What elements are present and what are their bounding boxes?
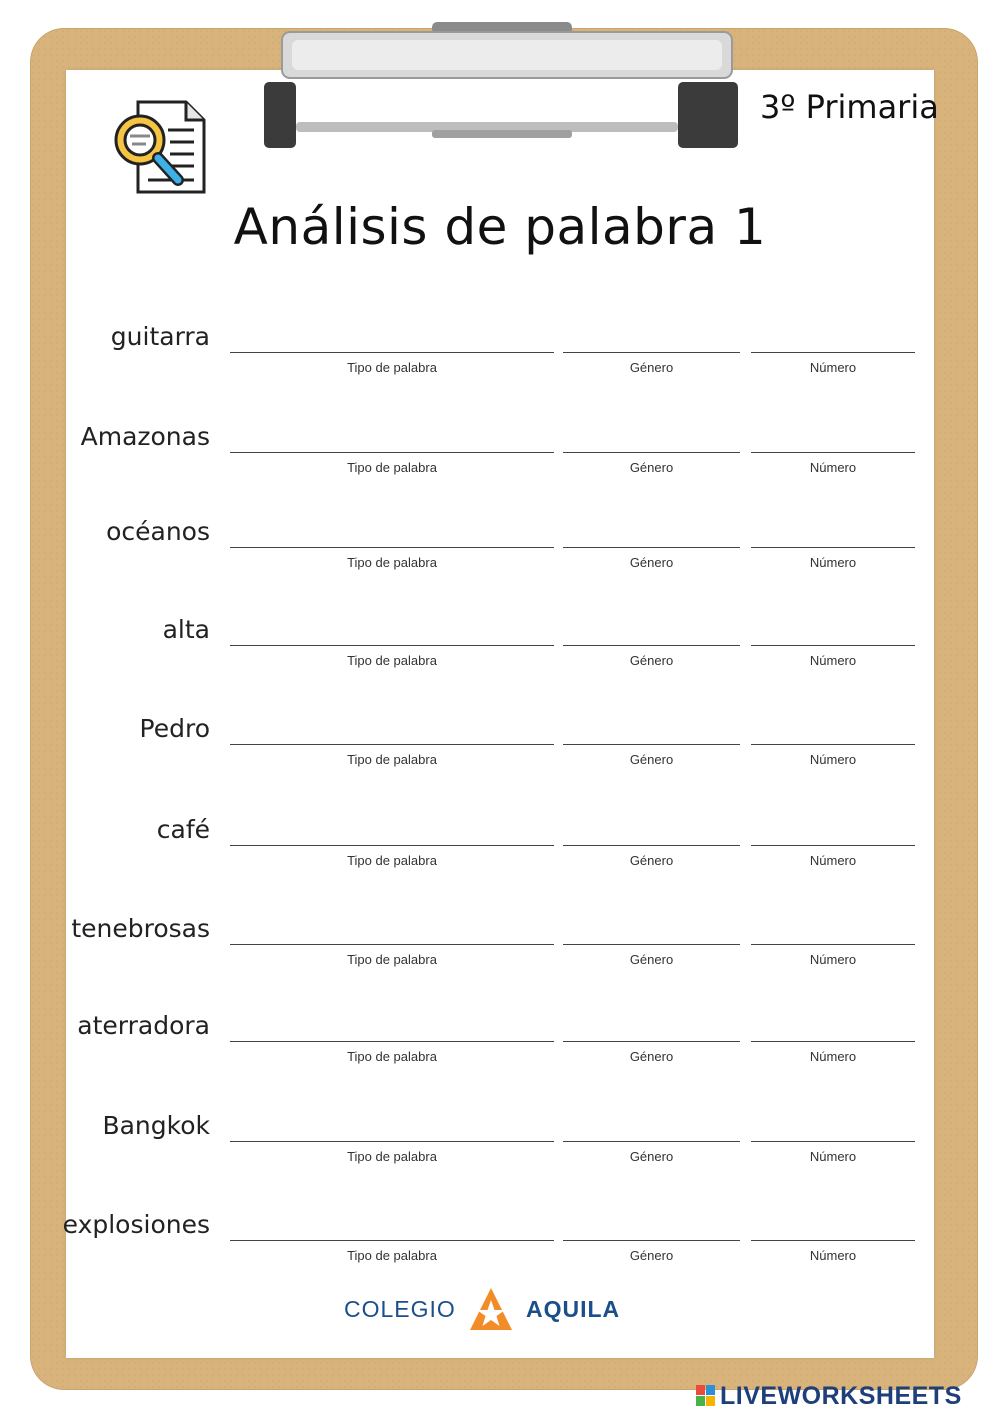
number-label: Número xyxy=(809,360,857,375)
word-row xyxy=(0,815,1000,875)
word-label: tenebrosas xyxy=(71,914,210,943)
type-label: Tipo de palabra xyxy=(347,952,437,967)
type-label: Tipo de palabra xyxy=(347,555,437,570)
type-answer-line[interactable] xyxy=(230,1240,554,1241)
word-label: alta xyxy=(162,615,210,644)
type-answer-line[interactable] xyxy=(230,744,554,745)
type-answer-line[interactable] xyxy=(230,452,554,453)
number-answer-line[interactable] xyxy=(751,1240,915,1241)
number-label: Número xyxy=(809,653,857,668)
type-label: Tipo de palabra xyxy=(347,1049,437,1064)
type-answer-line[interactable] xyxy=(230,1041,554,1042)
type-answer-line[interactable] xyxy=(230,645,554,646)
word-row xyxy=(0,1111,1000,1171)
type-label: Tipo de palabra xyxy=(347,653,437,668)
number-label: Número xyxy=(809,460,857,475)
type-label: Tipo de palabra xyxy=(347,360,437,375)
grade-label: 3º Primaria xyxy=(760,88,939,126)
number-label: Número xyxy=(809,555,857,570)
gender-answer-line[interactable] xyxy=(563,1041,740,1042)
number-answer-line[interactable] xyxy=(751,547,915,548)
number-label: Número xyxy=(809,1049,857,1064)
number-answer-line[interactable] xyxy=(751,744,915,745)
word-label: Pedro xyxy=(139,714,210,743)
number-label: Número xyxy=(809,1248,857,1263)
gender-answer-line[interactable] xyxy=(563,1240,740,1241)
school-logo xyxy=(344,1286,644,1334)
type-label: Tipo de palabra xyxy=(347,853,437,868)
type-answer-line[interactable] xyxy=(230,845,554,846)
liveworksheets-badge-icon xyxy=(696,1385,716,1407)
word-row xyxy=(0,1011,1000,1071)
type-answer-line[interactable] xyxy=(230,352,554,353)
number-answer-line[interactable] xyxy=(751,645,915,646)
gender-answer-line[interactable] xyxy=(563,547,740,548)
gender-answer-line[interactable] xyxy=(563,744,740,745)
type-answer-line[interactable] xyxy=(230,1141,554,1142)
number-label: Número xyxy=(809,952,857,967)
gender-answer-line[interactable] xyxy=(563,845,740,846)
number-answer-line[interactable] xyxy=(751,845,915,846)
word-row xyxy=(0,422,1000,482)
logo-aquila-text: AQUILA xyxy=(526,1296,621,1322)
liveworksheets-text: LIVEWORKSHEETS xyxy=(720,1382,962,1410)
word-row xyxy=(0,615,1000,675)
liveworksheets-brand xyxy=(696,1382,996,1412)
word-row xyxy=(0,517,1000,577)
number-answer-line[interactable] xyxy=(751,452,915,453)
document-magnifier-icon xyxy=(108,96,208,196)
clipboard-clip-icon xyxy=(262,22,754,152)
number-answer-line[interactable] xyxy=(751,944,915,945)
number-answer-line[interactable] xyxy=(751,1041,915,1042)
type-answer-line[interactable] xyxy=(230,944,554,945)
number-answer-line[interactable] xyxy=(751,1141,915,1142)
number-label: Número xyxy=(809,752,857,767)
gender-answer-line[interactable] xyxy=(563,1141,740,1142)
aquila-star-logo xyxy=(466,1286,516,1334)
gender-label: Género xyxy=(629,853,674,868)
type-label: Tipo de palabra xyxy=(347,460,437,475)
gender-label: Género xyxy=(629,360,674,375)
gender-label: Género xyxy=(629,1049,674,1064)
word-label: aterradora xyxy=(77,1011,210,1040)
gender-label: Género xyxy=(629,752,674,767)
word-label: océanos xyxy=(106,517,210,546)
gender-label: Género xyxy=(629,1248,674,1263)
number-label: Número xyxy=(809,1149,857,1164)
gender-answer-line[interactable] xyxy=(563,944,740,945)
gender-label: Género xyxy=(629,555,674,570)
number-answer-line[interactable] xyxy=(751,352,915,353)
logo-colegio-text: COLEGIO xyxy=(344,1296,456,1322)
gender-answer-line[interactable] xyxy=(563,452,740,453)
gender-answer-line[interactable] xyxy=(563,645,740,646)
gender-answer-line[interactable] xyxy=(563,352,740,353)
word-label: Amazonas xyxy=(80,422,210,451)
gender-label: Género xyxy=(629,952,674,967)
type-answer-line[interactable] xyxy=(230,547,554,548)
number-label: Número xyxy=(809,853,857,868)
word-row xyxy=(0,914,1000,974)
type-label: Tipo de palabra xyxy=(347,1248,437,1263)
gender-label: Género xyxy=(629,460,674,475)
type-label: Tipo de palabra xyxy=(347,752,437,767)
word-row xyxy=(0,714,1000,774)
word-label: guitarra xyxy=(110,322,210,351)
worksheet-title: Análisis de palabra 1 xyxy=(233,198,767,256)
word-label: explosiones xyxy=(62,1210,210,1239)
word-label: Bangkok xyxy=(102,1111,210,1140)
word-label: café xyxy=(156,815,210,844)
gender-label: Género xyxy=(629,1149,674,1164)
gender-label: Género xyxy=(629,653,674,668)
word-row xyxy=(0,1210,1000,1270)
word-row xyxy=(0,322,1000,382)
type-label: Tipo de palabra xyxy=(347,1149,437,1164)
